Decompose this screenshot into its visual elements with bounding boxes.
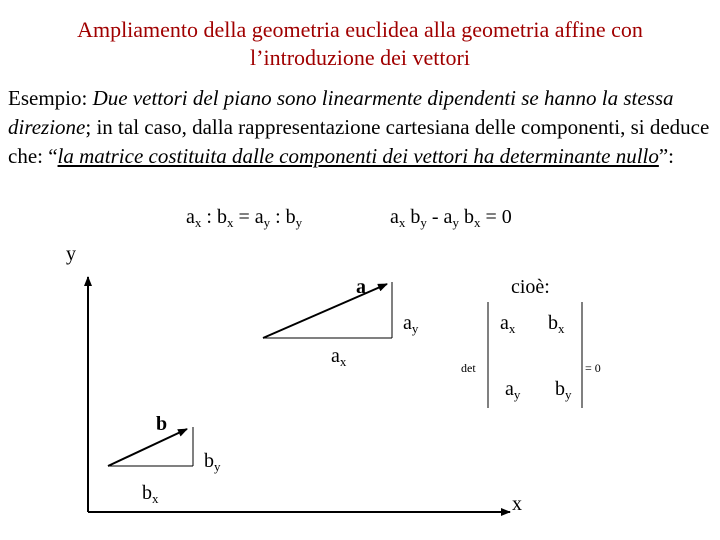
vector-a-arrow <box>263 284 387 338</box>
proportion-equation: $a_x$ : $b_x = a_y$ : $b_y$ <box>186 206 303 230</box>
vector-b-x-label: $b_x$ <box>142 482 159 506</box>
matrix-entry-11: $a_x$ <box>500 312 516 336</box>
title-line-1: Ampliamento della geometria euclidea alla geometria affine con <box>77 17 643 42</box>
determinant-label: det <box>461 361 476 375</box>
vector-b-y-label: $b_y$ <box>204 450 221 474</box>
determinant-intro: cioè: <box>511 276 550 298</box>
vector-a-y-label: $a_y$ <box>403 312 419 336</box>
example-statement: Due vettori del piano sono linearmente dipendenti se hanno la stessa direzione <box>8 86 674 139</box>
title-line-2: l’introduzione dei vettori <box>250 45 470 70</box>
determinant-rhs: = 0 <box>585 361 601 375</box>
example-end: ”: <box>658 144 675 168</box>
matrix-entry-12: $b_x$ <box>548 312 565 336</box>
example-middle: ; in tal caso, dalla rappresentazione cartesiana delle componenti, si deduce che: “ <box>8 115 710 168</box>
vector-a-x-label: $a_x$ <box>331 345 347 369</box>
example-lead: Esempio: <box>8 86 93 110</box>
vector-a-label: a <box>356 276 366 298</box>
x-axis-label: x <box>512 493 522 515</box>
example-conclusion: la matrice costituita dalle componenti dei vettori ha determinante nullo <box>57 144 659 168</box>
matrix-entry-21: $a_y$ <box>505 378 521 402</box>
y-axis-label: y <box>66 243 76 265</box>
vector-b-label: b <box>156 413 168 435</box>
cross-product-equation: $a_x$ $b_y - a_y$ $b_x = 0$ <box>390 206 512 230</box>
matrix-entry-22: $b_y$ <box>555 378 572 402</box>
vector-b-arrow <box>108 429 187 466</box>
